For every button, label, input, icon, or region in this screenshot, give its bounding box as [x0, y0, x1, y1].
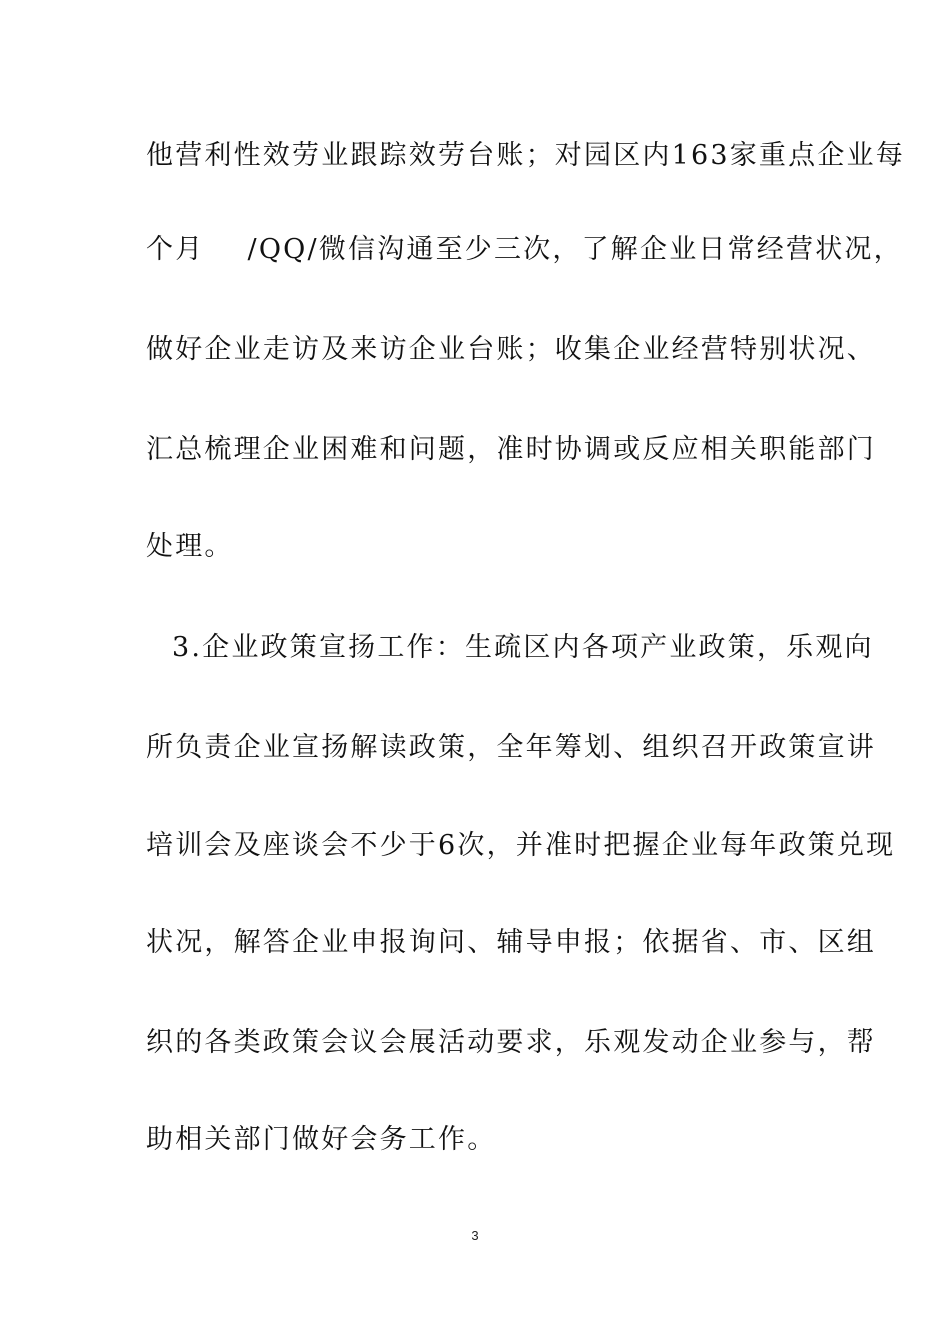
- paragraph-2-line-1: 3.企业政策宣扬工作：生疏区内各项产业政策，乐观向: [172, 632, 874, 663]
- paragraph-1-line-3: 做好企业走访及来访企业台账；收集企业经营特别状况、: [146, 334, 876, 365]
- page-number: 3: [471, 1228, 479, 1243]
- paragraph-2-line-4: 状况，解答企业申报询问、辅导申报；依据省、市、区组: [146, 927, 876, 958]
- paragraph-1-line-5: 处理。: [146, 531, 234, 562]
- paragraph-2-line-2: 所负责企业宣扬解读政策，全年筹划、组织召开政策宣讲: [146, 732, 876, 763]
- paragraph-2-line-3: 培训会及座谈会不少于6次，并准时把握企业每年政策兑现: [146, 830, 896, 861]
- paragraph-2-line-5: 织的各类政策会议会展活动要求，乐观发动企业参与，帮: [146, 1027, 876, 1058]
- paragraph-1-line-2: 个月 /QQ/微信沟通至少三次，了解企业日常经营状况，: [146, 234, 903, 265]
- paragraph-1-line-4: 汇总梳理企业困难和问题，准时协调或反应相关职能部门: [146, 434, 876, 465]
- paragraph-2-line-6: 助相关部门做好会务工作。: [146, 1124, 497, 1155]
- paragraph-1-line-1: 他营利性效劳业跟踪效劳台账；对园区内163家重点企业每: [146, 140, 905, 171]
